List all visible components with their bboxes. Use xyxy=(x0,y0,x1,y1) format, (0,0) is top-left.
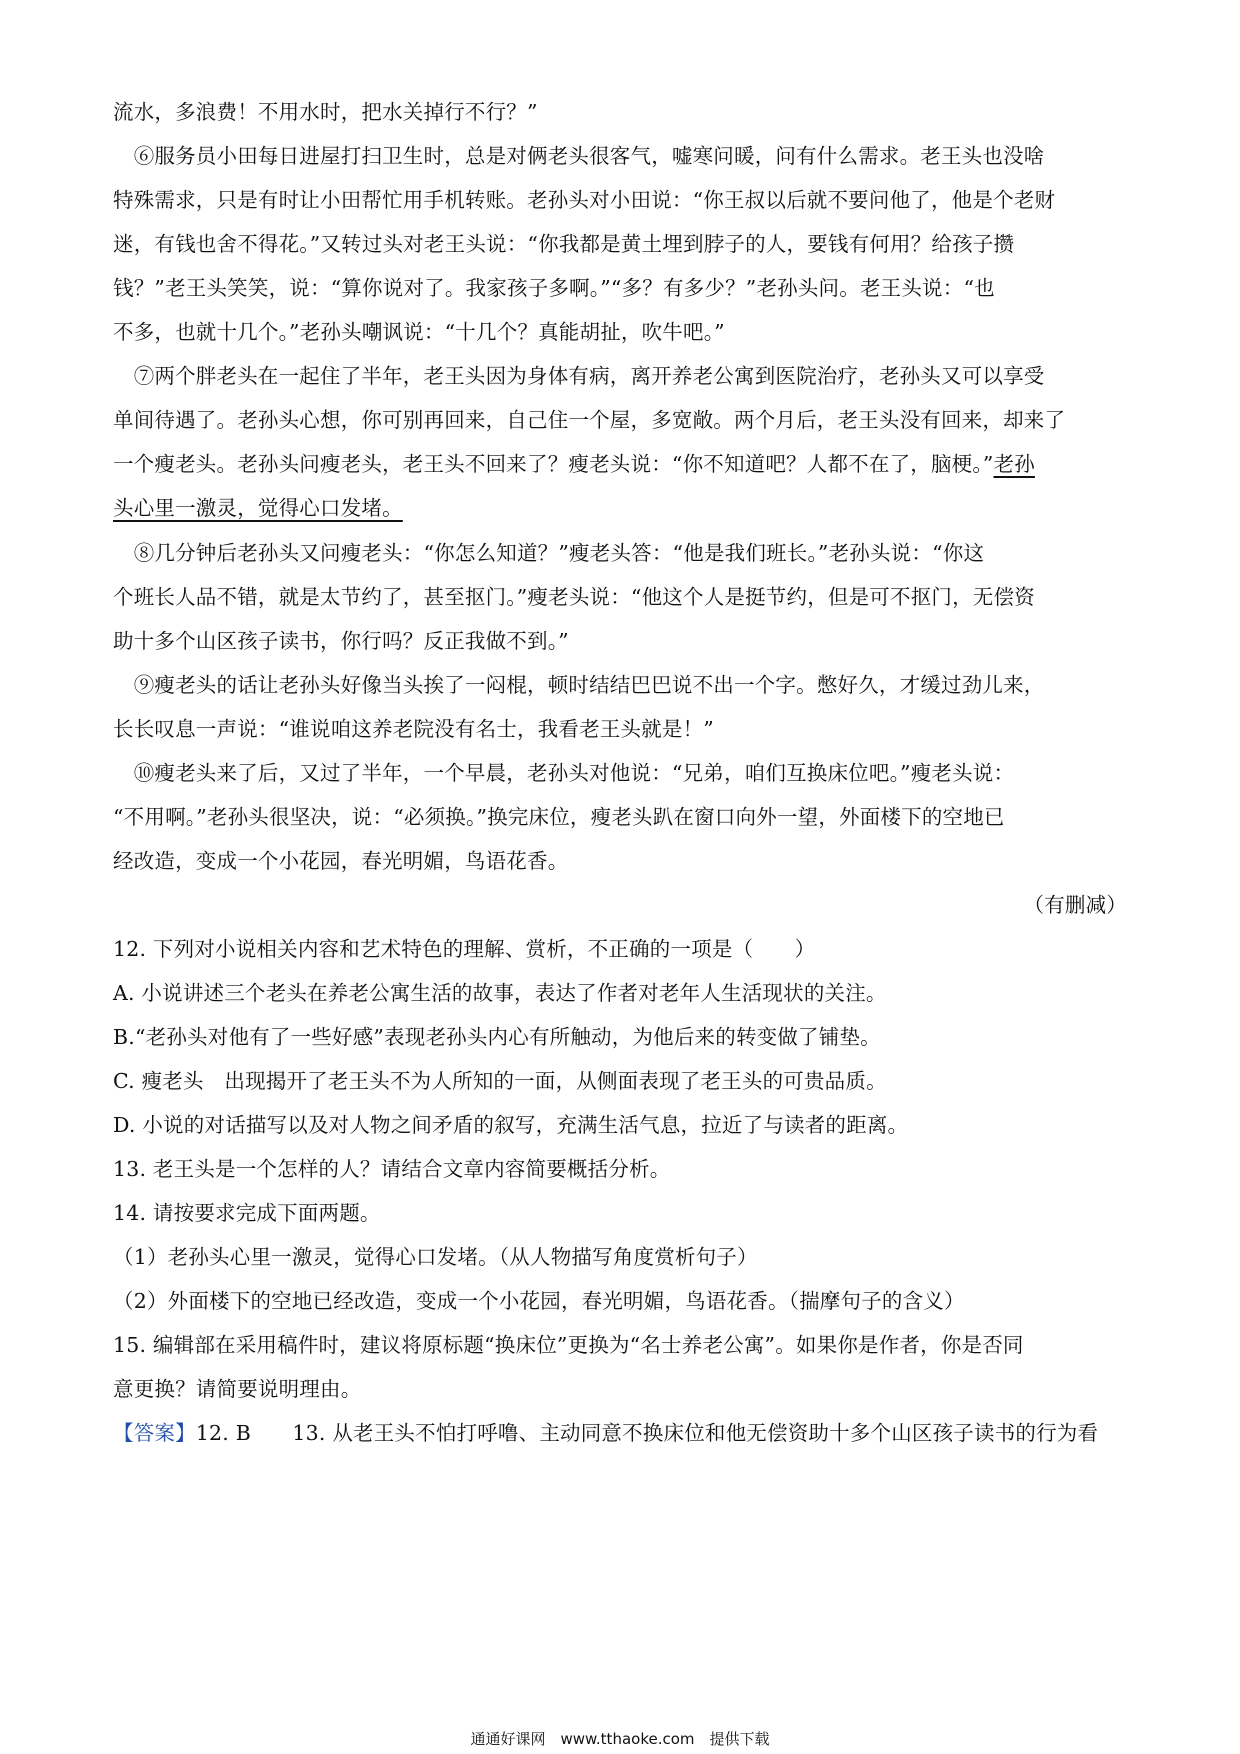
source-note: （有删减） xyxy=(1023,893,1127,917)
story-line: 钱？”老王头笑笑，说：“算你说对了。我家孩子多啊。”“多？有多少？”老孙头问。老王头说：“也 xyxy=(113,276,995,300)
story-line: 长长叹息一声说：“谁说咱这养老院没有名士，我看老王头就是！” xyxy=(113,717,714,741)
story-line: 不多，也就十几个。”老孙头嘲讽说：“十几个？真能胡扯，吹牛吧。” xyxy=(113,320,725,344)
option-a: A. 小说讲述三个老头在养老公寓生活的故事，表达了作者对老年人生活现状的关注。 xyxy=(113,981,887,1005)
underlined-sentence: 老孙 xyxy=(993,452,1035,476)
question-15: 15. 编辑部在采用稿件时，建议将原标题“换床位”更换为“名士养老公寓”。如果你是作者，你是否同 xyxy=(113,1333,1024,1357)
footer-watermark: 通通好课网 www.tthaoke.com 提供下载 xyxy=(470,1730,770,1748)
story-line: 个班长人品不错，就是太节约了，甚至抠门。”瘦老头说：“他这个人是挺节约，但是可不抠门，无偿资 xyxy=(113,585,1035,609)
story-line: ⑦两个胖老头在一起住了半年，老王头因为身体有病，离开养老公寓到医院治疗，老孙头又可以享受 xyxy=(113,364,1045,388)
story-line: 单间待遇了。老孙头心想，你可别再回来，自己住一个屋，多宽敞。两个月后，老王头没有回来，却来了 xyxy=(113,408,1066,432)
story-line: ⑨瘦老头的话让老孙头好像当头挨了一闷棍，顿时结结巴巴说不出一个字。憋好久，才缓过劲儿来， xyxy=(113,673,1045,697)
question-14-part-1: （1）老孙头心里一激灵，觉得心口发堵。（从人物描写角度赏析句子） xyxy=(113,1245,758,1269)
underlined-sentence: 头心里一激灵，觉得心口发堵。 xyxy=(113,496,403,520)
story-line: 迷，有钱也舍不得花。”又转过头对老王头说：“你我都是黄土埋到脖子的人，要钱有何用？给孩子攒 xyxy=(113,232,1015,256)
story-line: “不用啊。”老孙头很坚决，说：“必须换。”换完床位，瘦老头趴在窗口向外一望，外面楼下的空地已 xyxy=(113,805,1005,829)
question-12: 12. 下列对小说相关内容和艺术特色的理解、赏析，不正确的一项是（ ） xyxy=(113,937,816,961)
question-13: 13. 老王头是一个怎样的人？请结合文章内容简要概括分析。 xyxy=(113,1157,671,1181)
answer-line xyxy=(113,1416,1098,1446)
story-line: 特殊需求，只是有时让小田帮忙用手机转账。老孙头对小田说：“你王叔以后就不要问他了，他是个老财 xyxy=(113,188,1056,212)
story-line: ⑥服务员小田每日进屋打扫卫生时，总是对俩老头很客气，嘘寒问暖，问有什么需求。老王头也没啥 xyxy=(113,144,1045,168)
question-15-cont: 意更换？请简要说明理由。 xyxy=(113,1377,362,1401)
story-line xyxy=(113,447,1035,477)
question-14: 14. 请按要求完成下面两题。 xyxy=(113,1201,381,1225)
answer-tag: 【答案】 xyxy=(113,1421,196,1445)
option-c: C. 瘦老头 出现揭开了老王头不为人所知的一面，从侧面表现了老王头的可贵品质。 xyxy=(113,1069,887,1093)
story-line: ⑧几分钟后老孙头又问瘦老头：“你怎么知道？”瘦老头答：“他是我们班长。”老孙头说：“你这 xyxy=(113,541,985,565)
option-b: B.“老孙头对他有了一些好感”表现老孙头内心有所触动，为他后来的转变做了铺垫。 xyxy=(113,1025,881,1049)
option-d: D. 小说的对话描写以及对人物之间矛盾的叙写，充满生活气息，拉近了与读者的距离。 xyxy=(113,1113,909,1137)
story-line: 助十多个山区孩子读书，你行吗？反正我做不到。” xyxy=(113,629,569,653)
story-line: ⑩瘦老头来了后，又过了半年，一个早晨，老孙头对他说：“兄弟，咱们互换床位吧。”瘦老头说： xyxy=(113,761,1015,785)
story-text: 一个瘦老头。老孙头问瘦老头，老王头不回来了？瘦老头说：“你不知道吧？人都不在了，脑梗。” xyxy=(113,452,994,476)
story-line: 经改造，变成一个小花园，春光明媚，鸟语花香。 xyxy=(113,849,569,873)
story-line: 流水，多浪费！不用水时，把水关掉行不行？” xyxy=(113,100,538,124)
question-14-part-2: （2）外面楼下的空地已经改造，变成一个小花园，春光明媚，鸟语花香。（揣摩句子的含义） xyxy=(113,1289,965,1313)
answer-text: 12. B 13. 从老王头不怕打呼噜、主动同意不换床位和他无偿资助十多个山区孩子读书的行为看 xyxy=(195,1421,1099,1445)
